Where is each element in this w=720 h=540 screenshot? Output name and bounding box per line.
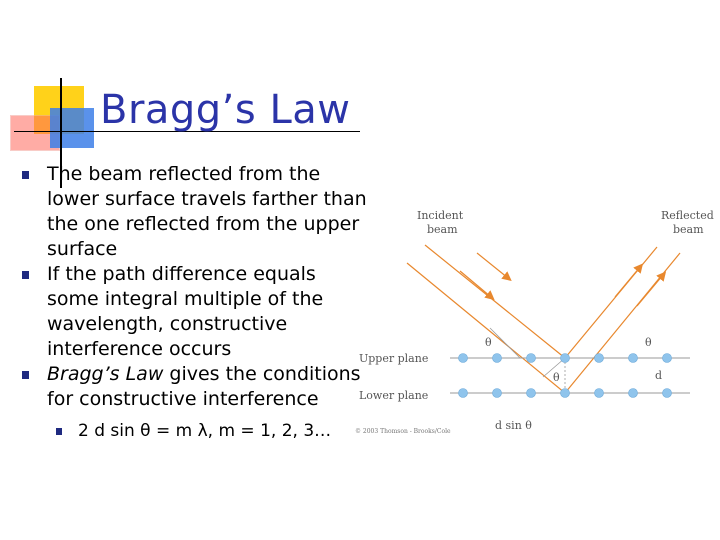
bullet-text: If the path difference equals some integral multiple of the wavelength, constructive interference occurs: [47, 263, 324, 360]
incident-ray-upper: [425, 245, 565, 358]
reflected-ray-lower: [565, 253, 680, 393]
reflected-ray-upper: [565, 247, 657, 358]
list-item: [22, 162, 368, 262]
incident-beam-label: beam: [427, 223, 458, 236]
reflected-beam-label: beam: [673, 223, 704, 236]
bullet-list: [22, 162, 368, 442]
sub-list-item: [22, 420, 368, 442]
upper-plane-label: Upper plane: [359, 352, 429, 365]
theta-label-center: θ: [553, 371, 560, 384]
bullet-icon: [22, 171, 29, 179]
incident-arrow-lower: [460, 271, 491, 297]
bragg-diffraction-diagram: [345, 205, 720, 450]
bullet-text: gives the conditions for constructive interference: [47, 363, 361, 410]
sub-bullet-icon: [56, 428, 62, 435]
d-label: d: [655, 369, 663, 382]
bullet-icon: [22, 271, 29, 279]
bullet-icon: [22, 371, 29, 379]
theta-reference-line: [490, 328, 520, 358]
page-title: Bragg’s Law: [100, 87, 351, 133]
incident-label: Incident: [417, 209, 464, 222]
theta-label-left: θ: [485, 336, 492, 349]
bullet-text: The beam reflected from the lower surface travels farther than the one reflected from the upper surface: [47, 163, 367, 260]
bragg-equation: 2 d sin θ = m λ, m = 1, 2, 3…: [78, 421, 332, 441]
list-item: [22, 362, 368, 412]
incident-arrow-upper: [477, 253, 508, 278]
list-item: [22, 262, 368, 362]
reflected-arrow-lower: [637, 275, 663, 306]
reflected-arrow-upper: [615, 267, 640, 297]
bragg-law-emphasis: Bragg’s Law: [47, 363, 164, 385]
copyright-note: © 2003 Thomson - Brooks/Cole: [355, 428, 451, 435]
incident-ray-lower: [407, 263, 565, 393]
lower-plane-label: Lower plane: [359, 389, 429, 402]
decorative-blue-square: [50, 108, 94, 148]
d-sin-theta-label: d sin θ: [495, 419, 532, 432]
reflected-label: Reflected: [661, 209, 714, 222]
theta-label-right: θ: [645, 336, 652, 349]
